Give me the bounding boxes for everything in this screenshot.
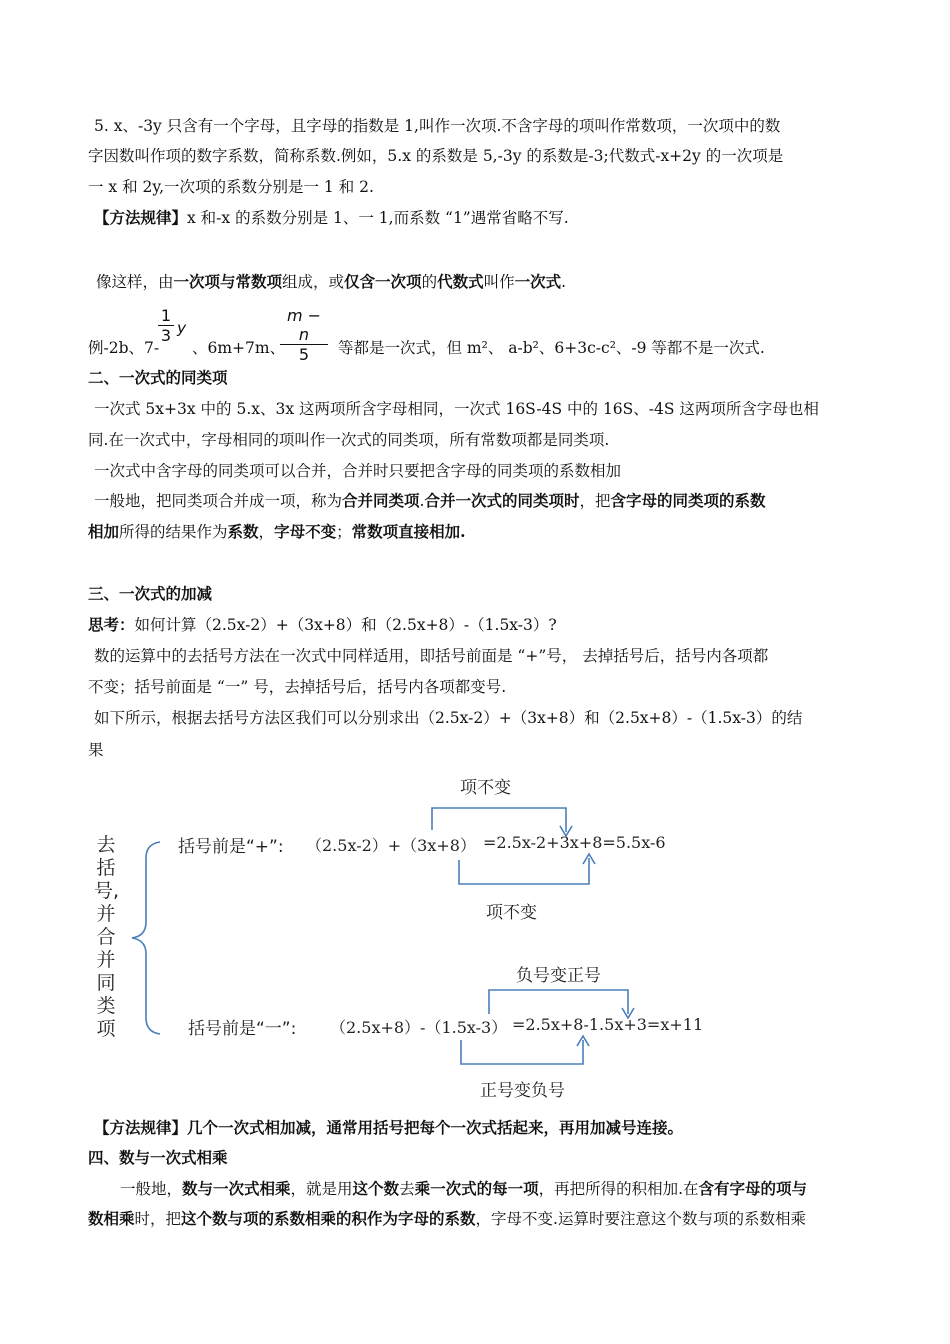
row1-label: 括号前是“+”: [178, 837, 284, 857]
bold-text: 含字母的同类项的系数 [610, 491, 766, 510]
bold-text: 字母不变 [274, 522, 337, 541]
row2-bottom-connector [461, 1040, 583, 1064]
row1-expression: （2.5x-2）+（3x+8） [306, 836, 476, 855]
bold-text: 相加 [88, 522, 120, 541]
def-bold: 一次式 [514, 272, 562, 291]
text: ，再把所得的积相加.在 [538, 1180, 699, 1198]
def-bold: 一次项与常数项 [173, 272, 283, 291]
side-char: 括 [96, 857, 116, 879]
def-bold: 仅含一次项 [344, 272, 422, 291]
rule-text: x 和-x 的系数分别是 1、一 1,而系数 “1”遇常省略不写. [187, 209, 569, 227]
example-prefix: 例-2b、7- [88, 339, 160, 357]
row1-bottom-connector [459, 858, 589, 884]
fraction-variable: y [177, 319, 187, 337]
paragraph-line: 如下所示，根据去括号方法区我们可以分别求出（2.5x-2）+（3x+8）和（2.5x+8）-（1.5x-3）的结 [94, 709, 803, 727]
paragraph-line: 一次式 5x+3x 中的 5.x、3x 这两项所含字母相同，一次式 16S-4S 中的 16S、-4S 这两项所含字母也相 [94, 400, 819, 418]
section-heading: 三、一次式的加减 [88, 584, 213, 603]
def-text: 叫作 [483, 273, 515, 291]
bold-text: 合并一次式的同类项时 [424, 491, 580, 510]
fraction-denominator: 5 [280, 344, 328, 364]
side-char: 去 [96, 834, 116, 856]
method-rule-2 [94, 1116, 874, 1140]
text: ，就是用 [290, 1180, 353, 1198]
paragraph-line: 一次式中含字母的同类项可以合并，合并时只要把含字母的同类项的系数相加 [94, 462, 622, 480]
def-text: 组成，或 [282, 273, 345, 291]
bold-text: 数与一次式相乘 [182, 1179, 291, 1198]
text: ，把 [579, 492, 611, 510]
section-heading: 二、一次式的同类项 [88, 368, 228, 387]
row2-top-connector [489, 990, 628, 1014]
row1-result: =2.5x-2+3x+8=5.5x-6 [483, 833, 666, 852]
section-heading: 四、数与一次式相乘 [88, 1148, 228, 1167]
bold-text: 这个数与项的系数相乘的积作为字母的系数 [181, 1209, 476, 1228]
paragraph-line: 5. x、-3y 只含有一个字母，且字母的指数是 1,叫作一次项.不含字母的项叫作常数项，一次项中的数 [94, 117, 781, 135]
row1-top-connector [432, 808, 566, 832]
side-char: 号, [94, 880, 120, 902]
example-mid: 、6m+7m、 [192, 339, 286, 357]
paragraph-line [120, 1177, 900, 1201]
side-char: 合 [96, 926, 116, 948]
paragraph-line: 一 x 和 2y,一次项的系数分别是一 1 和 2. [88, 178, 374, 196]
bold-text: 系数 [227, 522, 259, 541]
row1-bottom-note: 项不变 [486, 903, 537, 923]
paragraph-line: 数的运算中的去括号方法在一次式中同样适用，即括号前面是 “+”号， 去掉括号后，括号内各项都 [94, 647, 769, 665]
rule-text: 几个一次式相加减，通常用括号把每个一次式括起来，再用加减号连接。 [187, 1118, 684, 1137]
fraction-denominator: 3 [158, 325, 174, 345]
side-char: 类 [96, 995, 116, 1017]
row2-top-note: 负号变正号 [516, 966, 601, 986]
rule-label: 【方法规律】 [94, 208, 188, 227]
def-bold: 代数式 [437, 272, 484, 291]
side-char: 项 [96, 1018, 116, 1040]
side-char: 并 [96, 903, 116, 925]
text: 一般地，把同类项合并成一项，称为 [94, 492, 343, 510]
side-char: 同 [96, 972, 116, 994]
text: 一般地， [120, 1180, 183, 1198]
fraction-numerator: 1 [160, 306, 172, 325]
bold-text: 合并同类项 [342, 491, 420, 510]
think-text: 如何计算（2.5x-2）+（3x+8）和（2.5x+8）-（1.5x-3）? [134, 616, 557, 634]
text: ，字母不变.运算时要注意这个数与项的系数相乘 [475, 1210, 806, 1228]
paragraph-line: 同.在一次式中，字母相同的项叫作一次式的同类项，所有常数项都是同类项. [88, 431, 610, 449]
row2-label: 括号前是“一”: [188, 1019, 297, 1039]
think-label: 思考： [88, 615, 135, 634]
row2-expression: （2.5x+8）-（1.5x-3） [330, 1018, 508, 1037]
bold-text: 这个数 [352, 1179, 400, 1198]
paragraph-line: 不变；括号前面是 “一” 号，去掉括号后，括号内各项都变号. [88, 678, 507, 696]
paragraph-line: 字因数叫作项的数字系数，简称系数.例如，5.x 的系数是 5,-3y 的系数是-3;代数式-x+2y 的一次项是 [88, 147, 784, 165]
def-text: 像这样，由 [96, 273, 174, 291]
def-text: 的 [421, 273, 438, 291]
text: 所得的结果作为 [119, 523, 228, 541]
curly-brace [132, 842, 160, 1034]
row1-top-note: 项不变 [460, 778, 511, 798]
def-text: . [561, 273, 567, 291]
bold-text: 数相乘 [88, 1209, 135, 1228]
text: ； [336, 523, 352, 541]
rule-label: 【方法规律】 [94, 1118, 188, 1137]
text: 去 [399, 1180, 415, 1198]
fraction-numerator: m − n [286, 306, 322, 344]
side-char: 并 [96, 949, 116, 971]
row2-result: =2.5x+8-1.5x+3=x+11 [512, 1015, 704, 1034]
row2-bottom-note: 正号变负号 [480, 1081, 565, 1101]
example-suffix: 等都是一次式，但 m²、 a-b²、6+3c-c²、-9 等都不是一次式. [338, 339, 765, 357]
bold-text: 乘一次式的每一项 [414, 1179, 539, 1198]
bold-text: 含有字母的项与 [698, 1179, 808, 1198]
text: ， [258, 523, 275, 541]
bold-text: 常数项直接相加. [351, 522, 466, 541]
paragraph-line: 果 [88, 741, 104, 759]
text: 时，把 [134, 1210, 182, 1228]
text: . [419, 492, 425, 510]
paragraph-line [88, 1207, 868, 1231]
